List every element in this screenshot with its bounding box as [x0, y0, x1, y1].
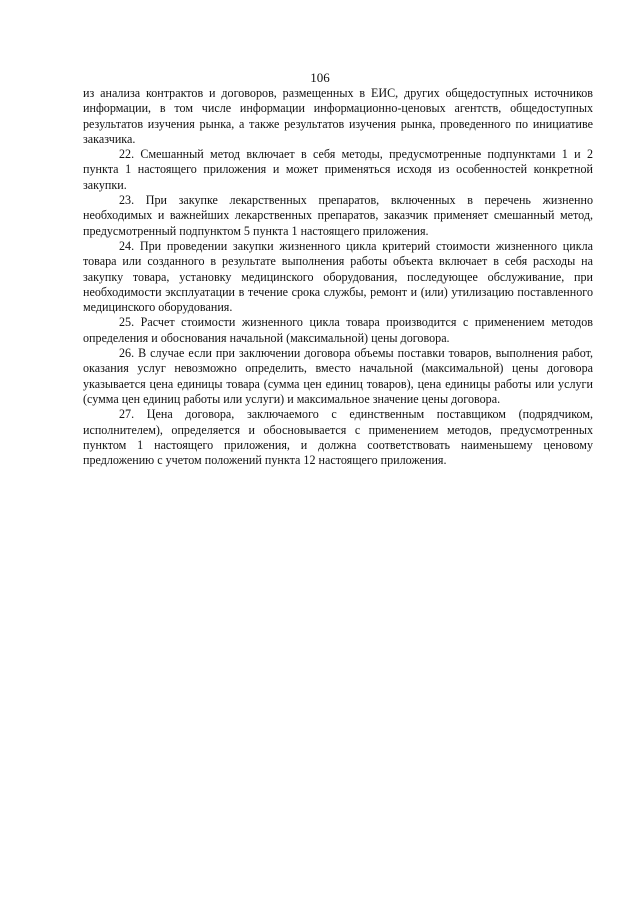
- paragraph-26: 26. В случае если при заключении договора объемы поставки товаров, выполнения работ, оказания услуг невозможно определить, вместо начальной (максимальной) цены договора указывается цена единицы товара (сумма цен единиц товаров), цена единицы работы или услуги (сумма цен единиц работы или услуги) и максимальное значение цены договора.: [83, 346, 593, 406]
- paragraph-23: 23. При закупке лекарственных препаратов, включенных в перечень жизненно необходимых и важнейших лекарственных препаратов, заказчик применяет смешанный метод, предусмотренный подпунктом 5 пункта 1 настоящего приложения.: [83, 193, 593, 238]
- page-number: 106: [310, 70, 330, 85]
- paragraph-22: 22. Смешанный метод включает в себя методы, предусмотренные подпунктами 1 и 2 пункта 1 настоящего приложения и может применяться исходя из особенностей конкретной закупки.: [83, 147, 593, 192]
- paragraph-continuation: из анализа контрактов и договоров, размещенных в ЕИС, других общедоступных источников информации, в том числе информации информационно-ценовых агентств, общедоступных результатов изучения рынка, а также результатов изучения рынка, проведенного по инициативе заказчика.: [83, 86, 593, 146]
- paragraph-25: 25. Расчет стоимости жизненного цикла товара производится с применением методов определения и обоснования начальной (максимальной) цены договора.: [83, 315, 593, 345]
- paragraph-27: 27. Цена договора, заключаемого с единственным поставщиком (подрядчиком, исполнителем), определяется и обосновывается с применением методов, предусмотренных пунктом 1 настоящего приложения, и должна соответствовать наименьшему ценовому предложению с учетом положений пункта 12 настоящего приложения.: [83, 407, 593, 468]
- document-body: [83, 86, 593, 468]
- paragraph-24: 24. При проведении закупки жизненного цикла критерий стоимости жизненного цикла товара или созданного в результате выполнения работы объекта включает в себя расходы на закупку товара, установку медицинского оборудования, последующее обслуживание, при необходимости эксплуатации в течение срока службы, ремонт и (или) утилизацию поставленного медицинского оборудования.: [83, 238, 593, 315]
